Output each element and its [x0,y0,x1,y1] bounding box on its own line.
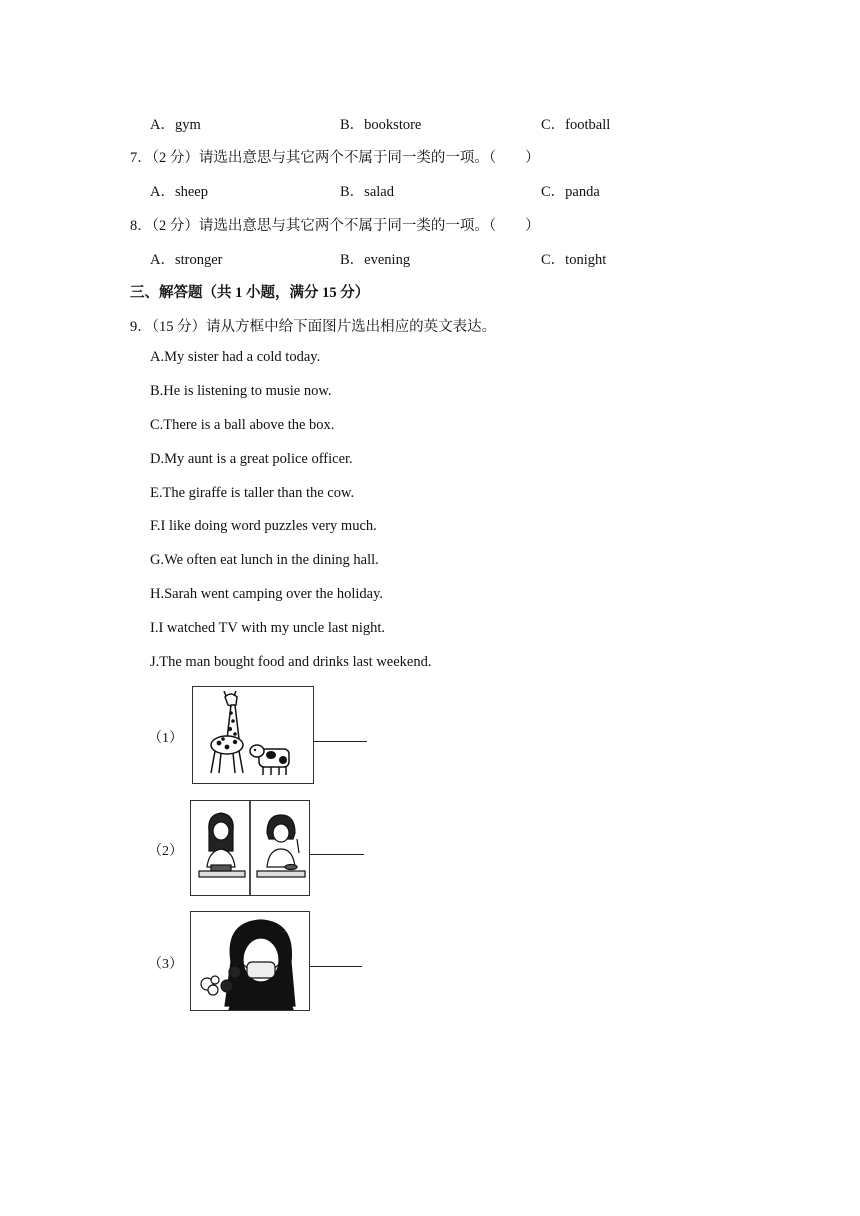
q6-option-c[interactable]: C．football [541,117,611,133]
sentence-f: F.I like doing word puzzles very much. [150,518,377,534]
q6-option-a[interactable]: A．gym [150,117,201,133]
q8-option-a[interactable]: A．stronger [150,252,223,268]
sentence-c: C.There is a ball above the box. [150,417,335,433]
svg-text:~: ~ [281,928,287,936]
two-girls-eating-picture [190,800,310,896]
q8-option-b[interactable]: B．evening [340,252,411,268]
sentence-a: A.My sister had a cold today. [150,349,321,365]
q9-stem: 9．（15 分）请从方框中给下面图片选出相应的英文表达。 [130,319,497,335]
answer-blank-2[interactable] [310,854,364,855]
girl-with-mask-picture [190,911,310,1011]
section-heading: 三、解答题（共 1 小题，满分 15 分） [130,285,370,301]
sentence-b: B.He is listening to musie now. [150,383,332,399]
picture-1-label: （1） [148,731,183,746]
sentence-i: I.I watched TV with my uncle last night. [150,620,386,636]
sentence-d: D.My aunt is a great police officer. [150,451,353,467]
giraffe-and-cow-picture [192,686,314,784]
answer-blank-3[interactable] [310,966,362,967]
sentence-e: E.The giraffe is taller than the cow. [150,485,355,501]
q7-option-a[interactable]: A．sheep [150,184,208,200]
sentence-j: J.The man bought food and drinks last weekend. [150,654,432,670]
picture-2-label: （2） [148,844,183,859]
q8-option-c[interactable]: C．tonight [541,252,607,268]
q7-stem: 7．（2 分）请选出意思与其它两个不属于同一类的一项。（ ） [130,150,540,166]
picture-3-label: （3） [148,957,183,972]
answer-blank-1[interactable] [313,741,367,742]
sentence-h: H.Sarah went camping over the holiday. [150,586,384,602]
sentence-g: G.We often eat lunch in the dining hall. [150,552,379,568]
q7-option-b[interactable]: B．salad [340,184,394,200]
q6-option-b[interactable]: B．bookstore [340,117,422,133]
q8-stem: 8．（2 分）请选出意思与其它两个不属于同一类的一项。（ ） [130,218,540,234]
q7-option-c[interactable]: C．panda [541,184,600,200]
